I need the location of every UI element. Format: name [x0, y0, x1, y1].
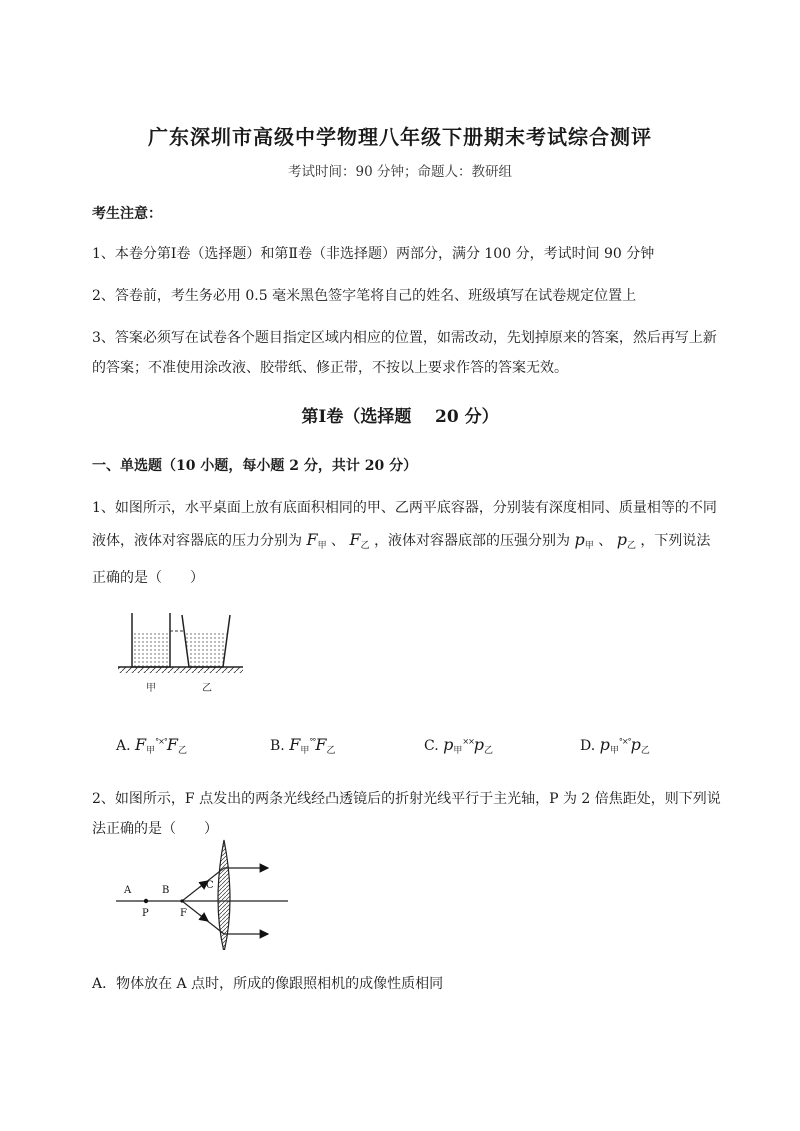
- liquid-jia: [132, 631, 170, 667]
- label-c: C: [206, 880, 214, 891]
- notice-item-2: 2、答卷前，考生务必用 0.5 毫米黑色签字笔将自己的姓名、班级填写在试卷规定位置上: [92, 288, 637, 304]
- lens-figure: [110, 820, 290, 950]
- label-jia: 甲: [146, 683, 156, 694]
- separator: 、: [598, 533, 613, 549]
- part-heading: 一、单选题（10 小题，每小题 2 分，共计 20 分）: [92, 458, 418, 474]
- page-subtitle: 考试时间：90 分钟；命题人：教研组: [288, 164, 512, 180]
- pressure-jia: $p_甲$: [574, 530, 594, 551]
- label-a: A: [124, 885, 132, 896]
- point-p: [144, 899, 148, 903]
- label-b: B: [162, 885, 170, 896]
- ray-down-arrow: [200, 915, 208, 921]
- label-p: P: [142, 908, 149, 919]
- liquid-yi: [184, 631, 228, 667]
- q1-option-b[interactable]: B. $F_甲^{^\circ^\circ}F_乙$: [270, 735, 336, 756]
- notice-item-3: 3、答案必须写在试卷各个题目指定区域内相应的位置，如需改动，先划掉原来的答案，然后再写上新的答案；不准使用涂改液、胶带纸、修正带，不按以上要求作答的答案无效。: [92, 330, 717, 376]
- q1-option-d[interactable]: D. $p_甲^{^\circ\times^\circ}p_乙$: [580, 735, 650, 756]
- pressure-yi: $p_乙$: [616, 530, 636, 551]
- q2-option-a[interactable]: A．物体放在 A 点时，所成的像跟照相机的成像性质相同: [92, 976, 444, 992]
- separator: 、: [331, 533, 346, 549]
- question-2-text: 2、如图所示，F 点发出的两条光线经凸透镜后的折射光线平行于主光轴，P 为 2 倍焦距处，则下列说法正确的是（ ）: [92, 791, 721, 837]
- label-yi: 乙: [202, 683, 212, 694]
- question-1-text: [92, 492, 722, 594]
- containers-figure: [110, 605, 250, 697]
- label-f: F: [180, 908, 187, 919]
- q1-option-c[interactable]: C. $p_甲^{\times\times}p_乙$: [424, 735, 494, 756]
- notice-item-1: 1、本卷分第Ⅰ卷（选择题）和第Ⅱ卷（非选择题）两部分，满分 100 分，考试时间 90 分钟: [92, 246, 655, 262]
- q1-text-c: ，下列说法正确的是（ ）: [92, 533, 711, 586]
- table-hatch: [118, 667, 243, 673]
- q1-text-b: ，液体对容器底部的压强分别为: [374, 533, 571, 549]
- page-title: 广东深圳市高级中学物理八年级下册期末考试综合测评: [148, 125, 652, 149]
- q1-text-a: 1、如图所示，水平桌面上放有底面积相同的甲、乙两平底容器，分别装有深度相同、质量相等的不同液体，液体对容器底的压力分别为: [92, 500, 717, 549]
- force-jia: $F_甲$: [306, 530, 327, 551]
- section-title: 第Ⅰ卷（选择题 20 分）: [301, 407, 499, 427]
- notice-heading: 考生注意：: [92, 206, 162, 222]
- point-f: [180, 899, 183, 902]
- q1-option-a[interactable]: A. $F_甲^{^\circ\times^\circ}F_乙$: [116, 735, 187, 756]
- force-yi: $F_乙$: [349, 530, 370, 551]
